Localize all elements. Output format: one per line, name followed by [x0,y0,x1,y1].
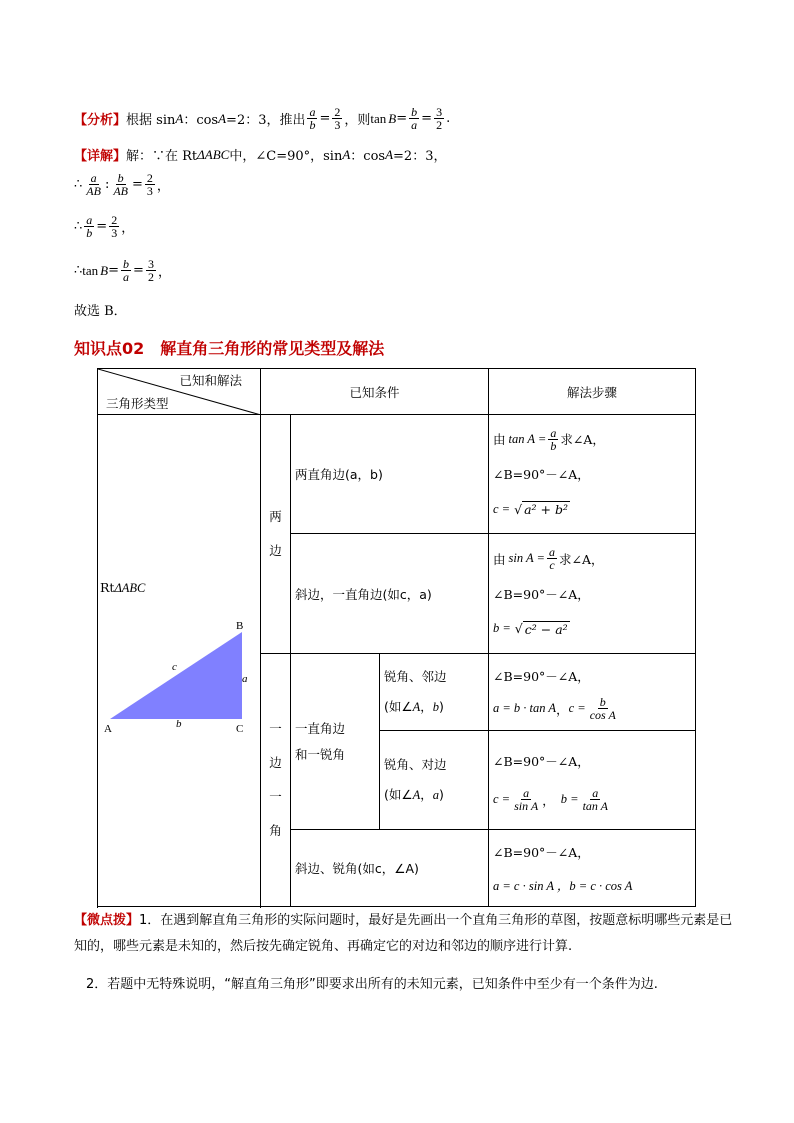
row2-condition: 斜边，一直角边(如c，a) [291,534,489,654]
therefore-symbol: ∴ [74,177,83,192]
triangle-type-cell [98,415,261,907]
row3-steps [489,654,696,731]
detail-text-3: 中，∠C=90°，sin [229,149,343,164]
section-title: 知识点02 解直角三角形的常见类型及解法 [74,339,385,358]
text: sin A = [508,551,545,565]
fraction-a-b: $\frac{a}{b}$ [86,213,93,240]
row5-condition: 斜边、锐角(如c，∠A) [291,830,489,907]
comma: ， [121,221,135,236]
row1-steps [489,415,696,534]
group-side-angle: 一 边 一 角 [261,654,291,907]
fraction: $\frac{b}{\text{cos A}}$ [589,695,616,722]
row4-condition: 锐角、对边 (如∠A，a) [380,731,489,830]
header-known-conditions: 已知条件 [261,369,489,415]
header-solution-steps: 解法步骤 [489,369,696,415]
tip-text-2: 2．若题中无特殊说明，“解直角三角形”即要求出所有的未知元素，已知条件中至少有一个条件为边. [86,977,658,992]
group-two-sides: 两 边 [261,415,291,654]
fraction-a-ab: $\frac{a}{AB}$ [86,171,101,198]
equals-sign: = [396,111,408,126]
detail-tag: 【详解】 [74,149,127,164]
comma: ， [156,179,170,194]
vertex-b-label: B [236,620,244,632]
therefore-symbol: ∴ [74,219,83,234]
fraction: $\frac{a}{\text{tan A}}$ [582,786,609,813]
diag-bottom-label: 三角形类型 [106,396,169,411]
detail-triangle: ΔABC [197,146,230,162]
text: c = [493,501,511,516]
tip-paragraph-1 [74,908,734,960]
row5-steps [489,830,696,907]
fraction-b-a: $\frac{b}{a}$ [123,257,130,284]
side-a-label: a [242,673,248,685]
text: tan A = [508,431,547,446]
detail-var-a2: A [385,146,394,162]
text: c = [493,792,511,806]
sqrt-expression: √ a² + b² [510,501,568,517]
text: ∠B=90°－∠A， [493,467,590,482]
text: ∠B=90°－∠A， [493,668,590,684]
row1-condition: 两直角边(a，b) [291,415,489,534]
text: 由 [493,551,506,567]
analysis-text-6: ，则 [344,113,371,128]
detail-line-3 [74,214,134,239]
fraction-b-ab: $\frac{b}{AB}$ [113,171,129,198]
tip-paragraph-2 [74,972,734,998]
var-b: B [100,262,109,278]
sqrt-expression: √ c² − a² [510,621,568,637]
detail-text-5: ：cos [350,149,386,164]
text: a = b · tan A [493,701,557,715]
detail-text-1: 解：∵在 Rt [126,149,198,164]
analysis-fraction-2: $\frac{2}{3}$ [334,105,341,132]
fraction: $\frac{a}{b}$ [550,425,557,453]
analysis-text-1: 根据 sin [126,113,176,128]
row3-condition: 锐角、邻边 (如∠A，b) [380,654,489,731]
text: b = [560,792,579,806]
fraction: $\frac{a}{\text{sin A}}$ [514,786,539,813]
row2-steps [489,534,696,654]
analysis-var-a2: A [218,110,227,126]
text: ∠B=90°－∠A， [493,844,590,860]
text: a = c · sin A ，b = c · cos A [493,878,633,893]
colon: : [104,177,110,192]
diag-top-label: 已知和解法 [179,373,242,388]
side-b-label: b [176,718,182,730]
text: 求∠A， [558,551,604,567]
text: c² − a² [524,621,568,637]
fraction: $\frac{a}{c}$ [548,545,555,572]
analysis-text-5: =2：3，推出 [226,113,306,128]
analysis-end: . [446,111,451,126]
text: 由 [493,432,506,447]
analysis-fraction-4: $\frac{3}{2}$ [436,105,443,132]
detail-line-4 [74,258,171,283]
equals-sign: = [96,219,108,234]
analysis-tag: 【分析】 [74,113,127,128]
therefore-symbol: ∴ [74,263,83,278]
text: b = [493,621,511,635]
text: ， [556,701,569,717]
text: ， [542,792,555,808]
analysis-var-a: A [175,110,184,126]
analysis-tan: tan [370,110,387,126]
tip-tag: 【微点拨】 [74,913,140,928]
vertex-c-label: C [236,723,244,735]
fraction-3-2: $\frac{3}{2}$ [147,257,154,284]
triangle-shape [110,632,242,719]
equals-sign: = [421,111,433,126]
equals-sign: = [319,111,331,126]
answer-text: 故选 B． [74,304,127,319]
detail-line-2 [74,172,170,197]
analysis-text-3: ：cos [183,113,219,128]
analysis-var-b: B [388,110,397,126]
comma: ， [157,265,171,280]
fraction-2-3: $\frac{2}{3}$ [146,171,153,198]
row4-steps [489,731,696,830]
text: c = [568,701,586,715]
text: 求∠A， [560,432,605,447]
analysis-line [74,106,450,131]
text: a² + b² [524,502,568,517]
fraction-2-3: $\frac{2}{3}$ [111,213,118,240]
equals-sign: = [108,263,120,278]
detail-var-a: A [342,146,351,162]
sub-condition: 一直角边 和一锐角 [291,654,380,830]
triangle-type-label: RtΔABC [100,580,146,595]
vertex-a-label: A [104,723,112,735]
right-triangle-diagram [98,415,261,745]
text: ∠B=90°－∠A， [493,753,590,769]
detail-line-1 [74,145,446,164]
tip-text-1: 1．在遇到解直角三角形的实际问题时，最好是先画出一个直角三角形的草图，按题意标明哪些元素是已知的，哪些元素是未知的，然后按先确定锐角、再确定它的对边和邻边的顺序进行计算. [74,913,733,954]
detail-text-7: =2：3， [393,149,447,164]
analysis-fraction-3: $\frac{b}{a}$ [411,105,418,132]
solve-right-triangle-table [97,368,696,907]
equals-sign: = [133,263,144,278]
analysis-fraction-1: $\frac{a}{b}$ [309,105,316,132]
equals-sign: = [132,177,143,192]
diagonal-header-cell [98,369,261,415]
answer-line [74,300,127,319]
tan-label: tan [82,262,99,278]
text: ∠B=90°－∠A， [493,586,590,602]
side-c-label: c [172,661,177,673]
